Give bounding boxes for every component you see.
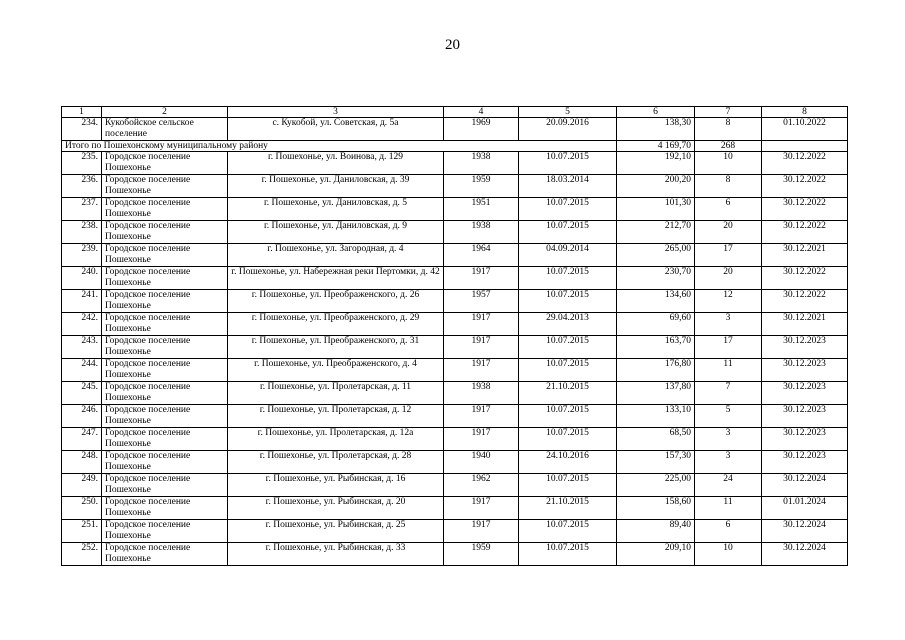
row-number: 238. <box>62 221 102 244</box>
build-year: 1917 <box>444 267 519 290</box>
row-number: 236. <box>62 175 102 198</box>
build-year: 1917 <box>444 313 519 336</box>
row-number: 239. <box>62 244 102 267</box>
building-address: г. Пошехонье, ул. Рыбинская, д. 16 <box>228 474 444 497</box>
resettlement-deadline: 30.12.2022 <box>762 290 848 313</box>
table-row <box>62 543 848 566</box>
resettlement-deadline: 01.01.2024 <box>762 497 848 520</box>
row-number: 245. <box>62 382 102 405</box>
recognition-date: 20.09.2016 <box>519 118 617 141</box>
area-value: 212,70 <box>617 221 695 244</box>
settlement-name: Городское поселение Пошехонье <box>102 244 228 267</box>
row-number: 241. <box>62 290 102 313</box>
area-value: 176,80 <box>617 359 695 382</box>
column-number: 2 <box>102 107 228 118</box>
resident-count: 20 <box>695 221 762 244</box>
building-address: г. Пошехонье, ул. Загородная, д. 4 <box>228 244 444 267</box>
row-number: 240. <box>62 267 102 290</box>
resident-count: 11 <box>695 359 762 382</box>
resident-count: 6 <box>695 198 762 221</box>
build-year: 1969 <box>444 118 519 141</box>
resident-count: 6 <box>695 520 762 543</box>
building-address: г. Пошехонье, ул. Воинова, д. 129 <box>228 152 444 175</box>
table-row <box>62 313 848 336</box>
total-count: 268 <box>695 141 762 152</box>
resident-count: 10 <box>695 152 762 175</box>
recognition-date: 24.10.2016 <box>519 451 617 474</box>
recognition-date: 10.07.2015 <box>519 405 617 428</box>
recognition-date: 18.03.2014 <box>519 175 617 198</box>
resident-count: 3 <box>695 313 762 336</box>
row-number: 248. <box>62 451 102 474</box>
recognition-date: 10.07.2015 <box>519 543 617 566</box>
district-total-row <box>62 141 848 152</box>
area-value: 192,10 <box>617 152 695 175</box>
resident-count: 3 <box>695 428 762 451</box>
settlement-name: Городское поселение Пошехонье <box>102 451 228 474</box>
settlement-name: Городское поселение Пошехонье <box>102 474 228 497</box>
area-value: 225,00 <box>617 474 695 497</box>
column-number: 6 <box>617 107 695 118</box>
column-number: 4 <box>444 107 519 118</box>
area-value: 137,80 <box>617 382 695 405</box>
resident-count: 8 <box>695 175 762 198</box>
settlement-name: Городское поселение Пошехонье <box>102 543 228 566</box>
resettlement-deadline: 30.12.2023 <box>762 359 848 382</box>
building-address: г. Пошехонье, ул. Преображенского, д. 26 <box>228 290 444 313</box>
build-year: 1917 <box>444 497 519 520</box>
settlement-name: Городское поселение Пошехонье <box>102 152 228 175</box>
resettlement-deadline: 30.12.2022 <box>762 267 848 290</box>
recognition-date: 10.07.2015 <box>519 221 617 244</box>
resettlement-deadline: 30.12.2022 <box>762 175 848 198</box>
column-number-header-row <box>62 107 848 118</box>
resident-count: 7 <box>695 382 762 405</box>
recognition-date: 04.09.2014 <box>519 244 617 267</box>
housing-registry-table <box>61 106 848 566</box>
resident-count: 17 <box>695 244 762 267</box>
row-number: 244. <box>62 359 102 382</box>
table-row <box>62 336 848 359</box>
row-number: 243. <box>62 336 102 359</box>
recognition-date: 21.10.2015 <box>519 497 617 520</box>
area-value: 101,30 <box>617 198 695 221</box>
area-value: 158,60 <box>617 497 695 520</box>
building-address: г. Пошехонье, ул. Преображенского, д. 31 <box>228 336 444 359</box>
settlement-name: Городское поселение Пошехонье <box>102 313 228 336</box>
build-year: 1917 <box>444 336 519 359</box>
table-row <box>62 152 848 175</box>
settlement-name: Городское поселение Пошехонье <box>102 198 228 221</box>
area-value: 89,40 <box>617 520 695 543</box>
settlement-name: Городское поселение Пошехонье <box>102 221 228 244</box>
resettlement-deadline: 30.12.2023 <box>762 382 848 405</box>
building-address: г. Пошехонье, ул. Пролетарская, д. 12 <box>228 405 444 428</box>
settlement-name: Городское поселение Пошехонье <box>102 520 228 543</box>
row-number: 249. <box>62 474 102 497</box>
build-year: 1962 <box>444 474 519 497</box>
table-row <box>62 497 848 520</box>
table-row <box>62 474 848 497</box>
area-value: 69,60 <box>617 313 695 336</box>
build-year: 1957 <box>444 290 519 313</box>
resettlement-deadline: 30.12.2023 <box>762 336 848 359</box>
building-address: с. Кукобой, ул. Советская, д. 5а <box>228 118 444 141</box>
resettlement-deadline: 30.12.2024 <box>762 543 848 566</box>
table-row <box>62 267 848 290</box>
total-empty-cell <box>762 141 848 152</box>
resident-count: 24 <box>695 474 762 497</box>
table-row <box>62 118 848 141</box>
table-row <box>62 382 848 405</box>
table-row <box>62 221 848 244</box>
resettlement-deadline: 30.12.2023 <box>762 451 848 474</box>
resettlement-deadline: 30.12.2023 <box>762 428 848 451</box>
resettlement-deadline: 30.12.2022 <box>762 221 848 244</box>
building-address: г. Пошехонье, ул. Рыбинская, д. 33 <box>228 543 444 566</box>
build-year: 1938 <box>444 221 519 244</box>
table-row <box>62 451 848 474</box>
row-number: 247. <box>62 428 102 451</box>
resettlement-deadline: 30.12.2022 <box>762 152 848 175</box>
area-value: 209,10 <box>617 543 695 566</box>
resettlement-deadline: 30.12.2022 <box>762 198 848 221</box>
column-number: 1 <box>62 107 102 118</box>
build-year: 1951 <box>444 198 519 221</box>
recognition-date: 29.04.2013 <box>519 313 617 336</box>
resettlement-deadline: 30.12.2024 <box>762 520 848 543</box>
resident-count: 11 <box>695 497 762 520</box>
area-value: 134,60 <box>617 290 695 313</box>
row-number: 252. <box>62 543 102 566</box>
settlement-name: Городское поселение Пошехонье <box>102 359 228 382</box>
column-number: 5 <box>519 107 617 118</box>
build-year: 1917 <box>444 520 519 543</box>
resettlement-deadline: 30.12.2021 <box>762 313 848 336</box>
resident-count: 8 <box>695 118 762 141</box>
build-year: 1938 <box>444 152 519 175</box>
row-number: 234. <box>62 118 102 141</box>
build-year: 1917 <box>444 428 519 451</box>
build-year: 1940 <box>444 451 519 474</box>
building-address: г. Пошехонье, ул. Даниловская, д. 5 <box>228 198 444 221</box>
recognition-date: 10.07.2015 <box>519 474 617 497</box>
resident-count: 5 <box>695 405 762 428</box>
resettlement-deadline: 30.12.2023 <box>762 405 848 428</box>
build-year: 1964 <box>444 244 519 267</box>
area-value: 230,70 <box>617 267 695 290</box>
table-row <box>62 405 848 428</box>
recognition-date: 10.07.2015 <box>519 336 617 359</box>
table-row <box>62 198 848 221</box>
row-number: 235. <box>62 152 102 175</box>
area-value: 200,20 <box>617 175 695 198</box>
settlement-name: Кукобойское сельское поселение <box>102 118 228 141</box>
row-number: 250. <box>62 497 102 520</box>
area-value: 133,10 <box>617 405 695 428</box>
recognition-date: 10.07.2015 <box>519 152 617 175</box>
recognition-date: 21.10.2015 <box>519 382 617 405</box>
build-year: 1917 <box>444 405 519 428</box>
column-number: 7 <box>695 107 762 118</box>
resettlement-deadline: 01.10.2022 <box>762 118 848 141</box>
settlement-name: Городское поселение Пошехонье <box>102 290 228 313</box>
building-address: г. Пошехонье, ул. Пролетарская, д. 28 <box>228 451 444 474</box>
building-address: г. Пошехонье, ул. Рыбинская, д. 20 <box>228 497 444 520</box>
table-row <box>62 175 848 198</box>
settlement-name: Городское поселение Пошехонье <box>102 267 228 290</box>
building-address: г. Пошехонье, ул. Пролетарская, д. 12а <box>228 428 444 451</box>
recognition-date: 10.07.2015 <box>519 520 617 543</box>
resettlement-deadline: 30.12.2021 <box>762 244 848 267</box>
recognition-date: 10.07.2015 <box>519 290 617 313</box>
building-address: г. Пошехонье, ул. Набережная реки Пертомки, д. 42 <box>228 267 444 290</box>
building-address: г. Пошехонье, ул. Даниловская, д. 9 <box>228 221 444 244</box>
table-row <box>62 428 848 451</box>
table-row <box>62 290 848 313</box>
page-number: 20 <box>445 37 460 53</box>
building-address: г. Пошехонье, ул. Преображенского, д. 4 <box>228 359 444 382</box>
resident-count: 12 <box>695 290 762 313</box>
recognition-date: 10.07.2015 <box>519 428 617 451</box>
table-row <box>62 520 848 543</box>
recognition-date: 10.07.2015 <box>519 198 617 221</box>
row-number: 246. <box>62 405 102 428</box>
settlement-name: Городское поселение Пошехонье <box>102 382 228 405</box>
resident-count: 3 <box>695 451 762 474</box>
building-address: г. Пошехонье, ул. Рыбинская, д. 25 <box>228 520 444 543</box>
column-number: 8 <box>762 107 848 118</box>
resettlement-deadline: 30.12.2024 <box>762 474 848 497</box>
build-year: 1938 <box>444 382 519 405</box>
build-year: 1917 <box>444 359 519 382</box>
build-year: 1959 <box>444 175 519 198</box>
total-area: 4 169,70 <box>617 141 695 152</box>
area-value: 265,00 <box>617 244 695 267</box>
total-label: Итого по Пошехонскому муниципальному району <box>62 141 617 152</box>
column-number: 3 <box>228 107 444 118</box>
recognition-date: 10.07.2015 <box>519 359 617 382</box>
resident-count: 20 <box>695 267 762 290</box>
recognition-date: 10.07.2015 <box>519 267 617 290</box>
settlement-name: Городское поселение Пошехонье <box>102 405 228 428</box>
settlement-name: Городское поселение Пошехонье <box>102 497 228 520</box>
row-number: 242. <box>62 313 102 336</box>
row-number: 251. <box>62 520 102 543</box>
row-number: 237. <box>62 198 102 221</box>
area-value: 163,70 <box>617 336 695 359</box>
building-address: г. Пошехонье, ул. Пролетарская, д. 11 <box>228 382 444 405</box>
table-row <box>62 359 848 382</box>
settlement-name: Городское поселение Пошехонье <box>102 428 228 451</box>
resident-count: 10 <box>695 543 762 566</box>
build-year: 1959 <box>444 543 519 566</box>
building-address: г. Пошехонье, ул. Даниловская, д. 39 <box>228 175 444 198</box>
settlement-name: Городское поселение Пошехонье <box>102 175 228 198</box>
area-value: 157,30 <box>617 451 695 474</box>
table-row <box>62 244 848 267</box>
area-value: 68,50 <box>617 428 695 451</box>
area-value: 138,30 <box>617 118 695 141</box>
resident-count: 17 <box>695 336 762 359</box>
settlement-name: Городское поселение Пошехонье <box>102 336 228 359</box>
building-address: г. Пошехонье, ул. Преображенского, д. 29 <box>228 313 444 336</box>
